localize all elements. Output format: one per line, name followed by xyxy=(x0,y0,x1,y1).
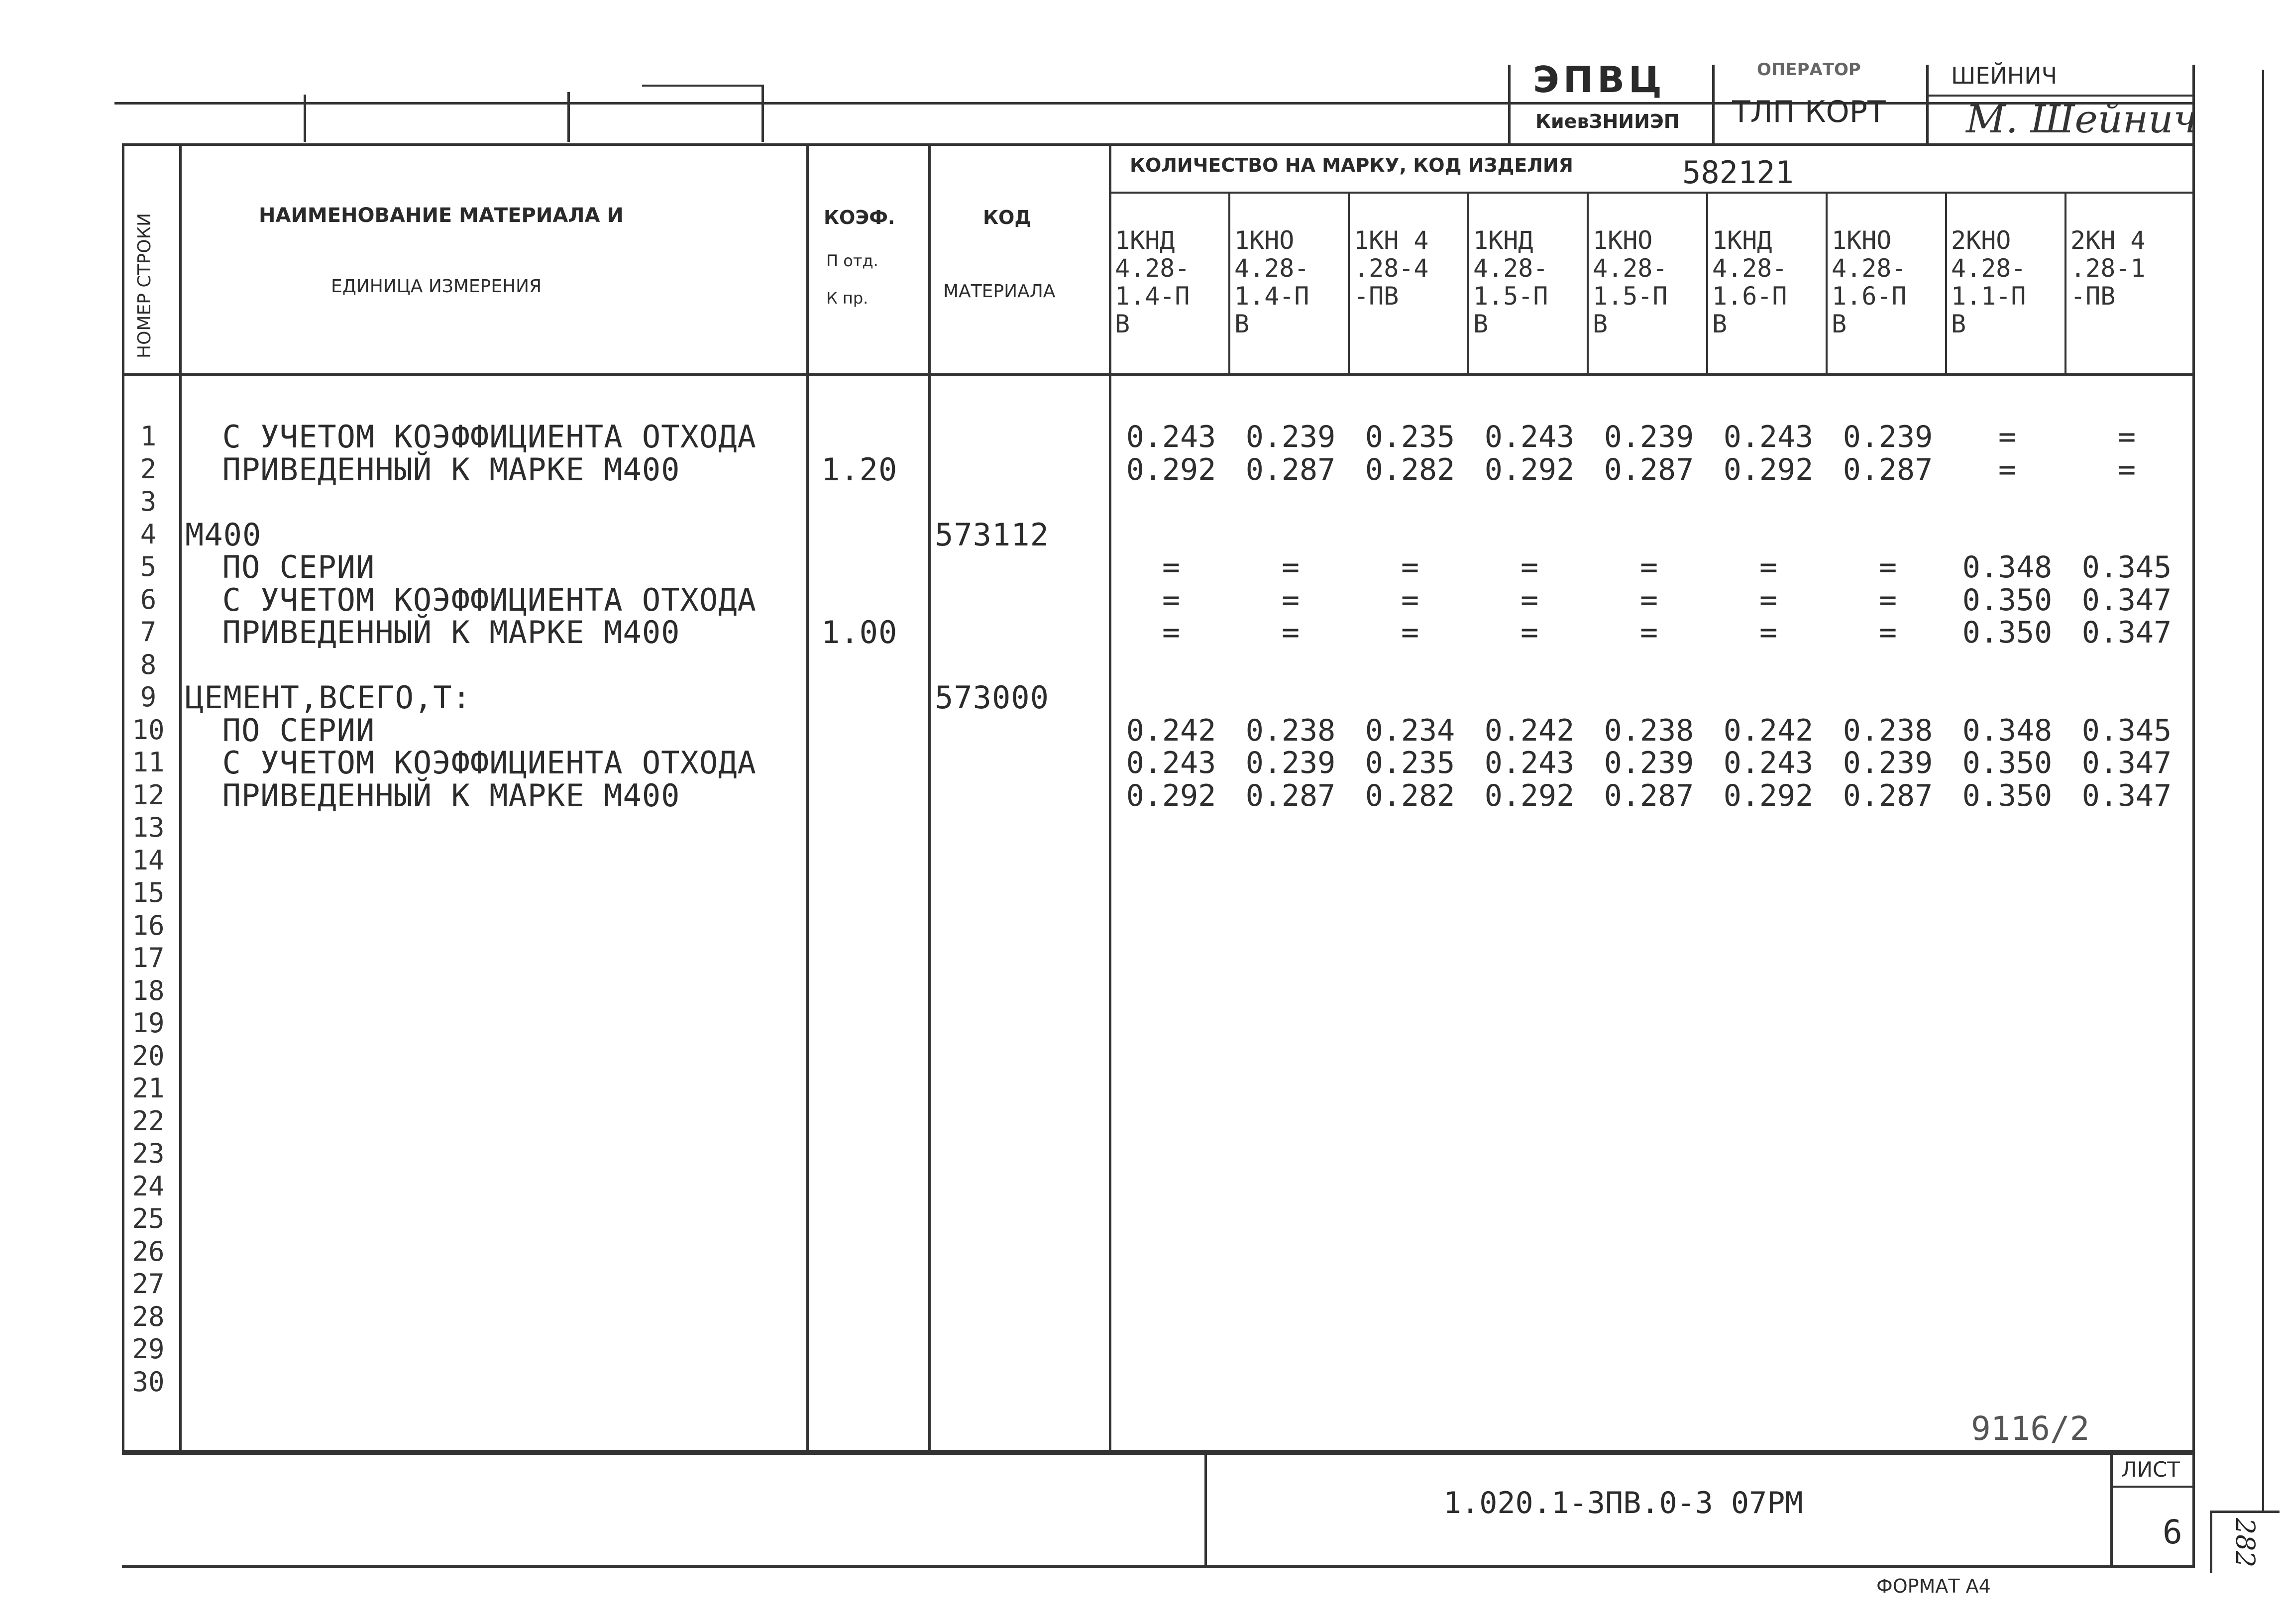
row-number: 30 xyxy=(132,1366,165,1398)
row-value: 0.292 xyxy=(1126,778,1216,813)
row-number: 13 xyxy=(132,812,165,843)
row-value: = xyxy=(2117,420,2136,454)
row-value: 0.345 xyxy=(2081,713,2172,748)
header-coef-line3: К пр. xyxy=(826,289,869,308)
row-number: 20 xyxy=(132,1040,165,1072)
row-value: = xyxy=(1281,550,1300,585)
row-value: 0.287 xyxy=(1604,778,1694,813)
row-number: 27 xyxy=(132,1268,165,1299)
row-material-name: С УЧЕТОМ КОЭФФИЦИЕНТА ОТХОДА xyxy=(184,581,757,618)
row-value: = xyxy=(1401,550,1419,585)
row-value: 0.350 xyxy=(1962,615,2053,650)
row-value: 0.348 xyxy=(1962,550,2053,585)
row-value: 0.242 xyxy=(1484,713,1575,748)
header-coef-line2: П отд. xyxy=(826,251,878,270)
row-number: 22 xyxy=(132,1105,165,1137)
row-number: 18 xyxy=(132,974,165,1006)
row-value: 0.235 xyxy=(1365,420,1455,454)
row-value: = xyxy=(1162,615,1181,650)
row-value: 0.239 xyxy=(1604,420,1694,454)
row-value: = xyxy=(1639,582,1658,618)
row-material-name: ПО СЕРИИ xyxy=(184,712,375,749)
row-value: 0.243 xyxy=(1723,746,1814,780)
row-value: 0.347 xyxy=(2081,615,2172,650)
stamp-operator-label: ОПЕРАТОР xyxy=(1757,60,1861,80)
row-material-name: ПРИВЕДЕННЫЙ К МАРКЕ М400 xyxy=(184,614,680,650)
row-value: 0.234 xyxy=(1365,713,1455,748)
row-value: 0.243 xyxy=(1126,420,1216,454)
row-number: 10 xyxy=(132,714,165,746)
header-code-line2: МАТЕРИАЛА xyxy=(943,281,1056,302)
stamp-operator-value: ТЛП КОРТ xyxy=(1732,95,1886,129)
row-number: 29 xyxy=(132,1333,165,1365)
row-value: = xyxy=(1998,420,2017,454)
row-number: 6 xyxy=(140,583,157,615)
row-value: 0.350 xyxy=(1962,778,2053,813)
row-value: 0.282 xyxy=(1365,778,1455,813)
row-value: 0.292 xyxy=(1126,452,1216,487)
column-header-3: 1КН 4 .28-4 -ПВ xyxy=(1354,226,1429,311)
header-product-code: 582121 xyxy=(1682,154,1794,191)
row-number: 5 xyxy=(140,551,157,582)
row-number: 25 xyxy=(132,1203,165,1234)
row-number: 21 xyxy=(132,1073,165,1104)
row-value: = xyxy=(1401,615,1419,650)
row-value: = xyxy=(1281,582,1300,618)
row-number: 8 xyxy=(140,649,157,680)
row-number: 12 xyxy=(132,779,165,811)
row-value: = xyxy=(1162,582,1181,618)
row-number: 16 xyxy=(132,909,165,941)
row-number: 23 xyxy=(132,1138,165,1169)
row-value: 0.292 xyxy=(1723,452,1814,487)
row-value: = xyxy=(1639,550,1658,585)
stamp-org-name: КиевЗНИИЭП xyxy=(1535,110,1680,132)
row-coefficient: 1.00 xyxy=(821,614,898,650)
row-value: 0.347 xyxy=(2081,582,2172,618)
row-value: 0.287 xyxy=(1843,778,1933,813)
row-value: 0.287 xyxy=(1245,778,1336,813)
row-value: = xyxy=(1878,550,1897,585)
row-value: 0.238 xyxy=(1604,713,1694,748)
row-value: = xyxy=(1520,582,1539,618)
row-value: 0.238 xyxy=(1245,713,1336,748)
row-value: = xyxy=(1520,550,1539,585)
column-header-2: 1КНО 4.28- 1.4-П В xyxy=(1234,226,1309,338)
row-value: 0.350 xyxy=(1962,582,2053,618)
column-header-9: 2КН 4 .28-1 -ПВ xyxy=(2070,226,2146,311)
row-number: 24 xyxy=(132,1170,165,1202)
row-value: 0.239 xyxy=(1245,420,1336,454)
row-value: 0.347 xyxy=(2081,778,2172,813)
row-value: 0.242 xyxy=(1126,713,1216,748)
row-material-code: 573000 xyxy=(935,679,1049,716)
footer-note: 9116/2 xyxy=(1971,1409,2090,1448)
row-value: = xyxy=(1520,615,1539,650)
row-number: 14 xyxy=(132,844,165,876)
row-material-name: С УЧЕТОМ КОЭФФИЦИЕНТА ОТХОДА xyxy=(184,745,757,781)
row-value: 0.239 xyxy=(1245,746,1336,780)
row-number: 1 xyxy=(140,421,157,452)
row-value: 0.243 xyxy=(1484,746,1575,780)
column-header-6: 1КНД 4.28- 1.6-П В xyxy=(1712,226,1787,338)
header-code-line1: КОД xyxy=(983,207,1032,228)
sheet-number: 6 xyxy=(2163,1513,2182,1551)
row-number: 19 xyxy=(132,1007,165,1039)
document-code: 1.020.1-3ПВ.0-3 07РМ xyxy=(1443,1486,1803,1520)
row-value: = xyxy=(1759,582,1778,618)
row-value: 0.243 xyxy=(1723,420,1814,454)
header-material-line1: НАИМЕНОВАНИЕ МАТЕРИАЛА И xyxy=(259,204,624,227)
row-value: = xyxy=(1759,615,1778,650)
row-value: 0.282 xyxy=(1365,452,1455,487)
stamp-org-code: ЭПВЦ xyxy=(1533,59,1666,101)
row-value: 0.235 xyxy=(1365,746,1455,780)
row-number: 4 xyxy=(140,518,157,550)
row-value: = xyxy=(1878,582,1897,618)
row-material-name: ПРИВЕДЕННЫЙ К МАРКЕ М400 xyxy=(184,451,680,488)
row-value: 0.239 xyxy=(1843,746,1933,780)
row-value: 0.243 xyxy=(1484,420,1575,454)
row-material-name: ПРИВЕДЕННЫЙ К МАРКЕ М400 xyxy=(184,777,680,814)
row-number: 11 xyxy=(132,747,165,778)
row-value: 0.292 xyxy=(1723,778,1814,813)
row-value: 0.242 xyxy=(1723,713,1814,748)
header-material-line2: ЕДИНИЦА ИЗМЕРЕНИЯ xyxy=(331,276,542,297)
row-value: 0.292 xyxy=(1484,778,1575,813)
stamp-person-label: ШЕЙНИЧ xyxy=(1951,62,2058,89)
row-number: 26 xyxy=(132,1235,165,1267)
row-value: = xyxy=(1162,550,1181,585)
stamp-signature: М. Шейнич xyxy=(1966,97,2197,142)
row-value: = xyxy=(2117,452,2136,487)
row-value: 0.238 xyxy=(1843,713,1933,748)
column-header-5: 1КНО 4.28- 1.5-П В xyxy=(1593,226,1668,338)
row-value: = xyxy=(1878,615,1897,650)
row-number: 17 xyxy=(132,942,165,974)
row-value: 0.239 xyxy=(1843,420,1933,454)
row-number: 9 xyxy=(140,681,157,713)
row-value: = xyxy=(1759,550,1778,585)
column-header-8: 2КНО 4.28- 1.1-П В xyxy=(1951,226,2026,338)
row-value: 0.350 xyxy=(1962,746,2053,780)
row-value: 0.287 xyxy=(1245,452,1336,487)
row-material-name: М400 xyxy=(185,516,262,553)
header-coef-line1: КОЭФ. xyxy=(824,207,895,228)
row-value: 0.292 xyxy=(1484,452,1575,487)
row-value: 0.287 xyxy=(1843,452,1933,487)
row-value: 0.347 xyxy=(2081,746,2172,780)
row-value: = xyxy=(1401,582,1419,618)
row-value: = xyxy=(1998,452,2017,487)
column-header-4: 1КНД 4.28- 1.5-П В xyxy=(1473,226,1548,338)
row-value: = xyxy=(1639,615,1658,650)
row-number: 7 xyxy=(140,616,157,648)
row-coefficient: 1.20 xyxy=(821,451,898,488)
row-value: 0.345 xyxy=(2081,550,2172,585)
row-number: 15 xyxy=(132,877,165,908)
header-row-number: НОМЕР СТРОКИ xyxy=(134,213,155,358)
row-number: 28 xyxy=(132,1300,165,1332)
column-header-7: 1КНО 4.28- 1.6-П В xyxy=(1832,226,1907,338)
row-value: = xyxy=(1281,615,1300,650)
row-material-name: ПО СЕРИИ xyxy=(184,549,375,585)
row-number: 3 xyxy=(140,486,157,517)
row-value: 0.243 xyxy=(1126,746,1216,780)
row-value: 0.287 xyxy=(1604,452,1694,487)
row-material-name: ЦЕМЕНТ,ВСЕГО,Т: xyxy=(185,679,471,716)
row-material-name: С УЧЕТОМ КОЭФФИЦИЕНТА ОТХОДА xyxy=(184,419,757,455)
row-number: 2 xyxy=(140,453,157,485)
header-quantity-label: КОЛИЧЕСТВО НА МАРКУ, КОД ИЗДЕЛИЯ xyxy=(1130,154,1573,176)
archive-number: 282 xyxy=(2230,1518,2260,1568)
row-value: 0.348 xyxy=(1962,713,2053,748)
row-material-code: 573112 xyxy=(935,516,1049,553)
sheet-label: ЛИСТ xyxy=(2121,1457,2180,1482)
row-value: 0.239 xyxy=(1604,746,1694,780)
format-label: ФОРМАТ А4 xyxy=(1876,1575,1991,1597)
column-header-1: 1КНД 4.28- 1.4-П В xyxy=(1115,226,1190,338)
